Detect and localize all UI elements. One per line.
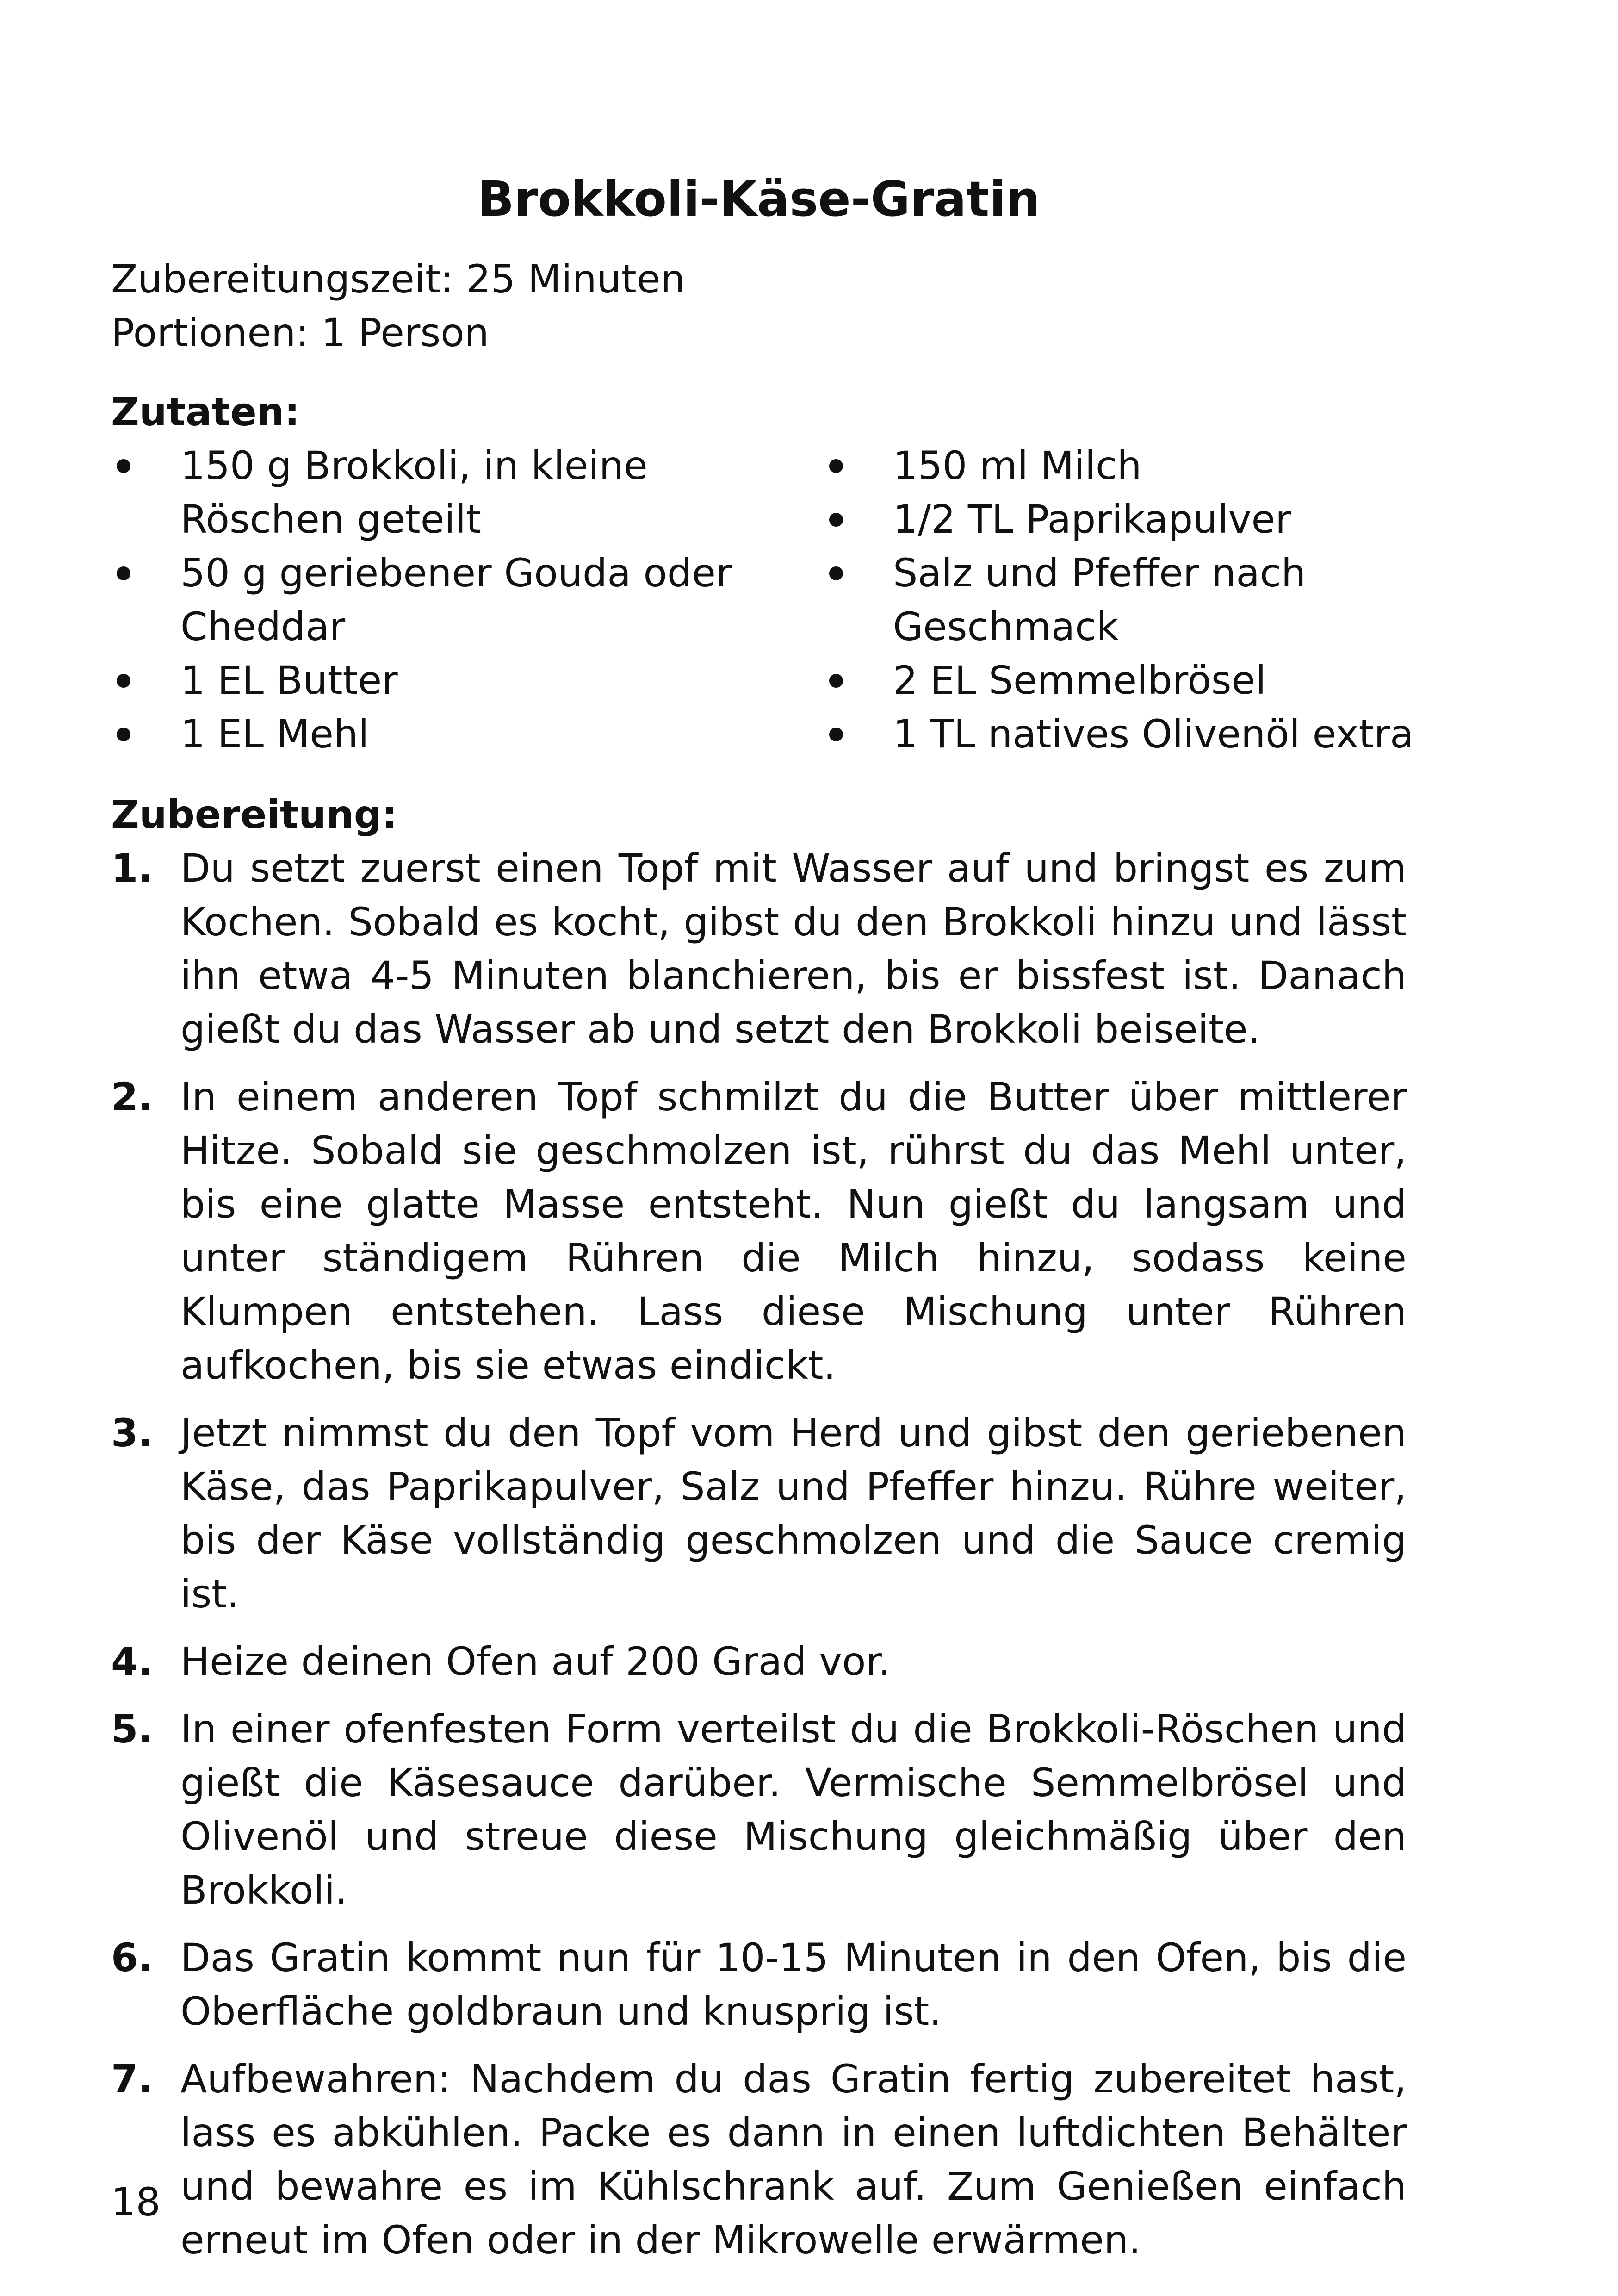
- step-item: [111, 1070, 1407, 1392]
- step-text: Heize deinen Ofen auf 200 Grad vor.: [180, 1639, 891, 1684]
- step-text: Das Gratin kommt nun für 10-15 Minuten in den Ofen, bis die Oberfläche goldbraun und knusprig ist.: [180, 1935, 1407, 2034]
- step-text: In einem anderen Topf schmilzt du die Butter über mittlerer Hitze. Sobald sie geschmolzen ist, rührst du das Mehl unter, bis eine glatte Masse entsteht. Nun gießt du langsam und unter ständigem Rühren die Milch hinzu, sodass keine Klumpen entstehen. Lass diese Mischung unter Rühren aufkochen, bis sie etwas eindickt.: [180, 1074, 1407, 1388]
- ingredient-text: 1 EL Mehl: [180, 711, 369, 757]
- ingredient-item: [824, 492, 1471, 546]
- ingredient-item: [111, 439, 805, 546]
- preparation-steps: [111, 841, 1407, 2281]
- step-number: 3.: [111, 1410, 153, 1456]
- bullet-icon: [117, 728, 130, 741]
- page-number: 18: [111, 2179, 161, 2225]
- ingredient-text: 1 TL natives Olivenöl extra: [893, 711, 1414, 757]
- servings: Portionen: 1 Person: [111, 310, 489, 355]
- step-item: [111, 2052, 1407, 2267]
- recipe-meta: [111, 252, 685, 360]
- bullet-icon: [829, 459, 843, 473]
- ingredient-text: Salz und Pfeffer nach Geschmack: [893, 550, 1306, 649]
- step-item: [111, 1702, 1407, 1917]
- bullet-icon: [117, 566, 130, 580]
- ingredient-text: 150 ml Milch: [893, 443, 1142, 488]
- step-text: In einer ofenfesten Form verteilst du die Brokkoli-Röschen und gießt die Käsesauce darüber. Vermische Semmelbrösel und Olivenöl und streue diese Mischung gleichmäßig über den Brokkoli.: [180, 1706, 1407, 1913]
- ingredient-item: [824, 707, 1471, 761]
- bullet-icon: [829, 728, 843, 741]
- step-number: 2.: [111, 1074, 153, 1120]
- step-number: 5.: [111, 1706, 153, 1752]
- recipe-title: Brokkoli-Käse-Gratin: [477, 171, 1041, 227]
- ingredient-item: [111, 707, 805, 761]
- step-number: 7.: [111, 2056, 153, 2102]
- step-number: 4.: [111, 1639, 153, 1684]
- step-item: [111, 1931, 1407, 2038]
- ingredient-item: [824, 546, 1471, 653]
- step-item: [111, 841, 1407, 1056]
- preparation-heading: Zubereitung:: [111, 792, 397, 837]
- bullet-icon: [829, 566, 843, 580]
- step-number: 1.: [111, 846, 153, 891]
- ingredients-list-left: [111, 439, 805, 761]
- step-item: [111, 1635, 1407, 1688]
- prep-time: Zubereitungszeit: 25 Minuten: [111, 256, 685, 302]
- ingredient-item: [111, 653, 805, 707]
- ingredient-text: 50 g geriebener Gouda oder Cheddar: [180, 550, 732, 649]
- ingredient-text: 150 g Brokkoli, in kleine Röschen geteilt: [180, 443, 648, 542]
- step-text: Du setzt zuerst einen Topf mit Wasser auf und bringst es zum Kochen. Sobald es kocht, gibst du den Brokkoli hinzu und lässt ihn etwa 4-5 Minuten blanchieren, bis er bissfest ist. Danach gießt du das Wasser ab und setzt den Brokkoli beiseite.: [180, 846, 1407, 1052]
- ingredients-list-right: [824, 439, 1471, 761]
- ingredients-heading: Zutaten:: [111, 389, 300, 435]
- bullet-icon: [829, 513, 843, 527]
- bullet-icon: [117, 674, 130, 688]
- ingredient-item: [824, 653, 1471, 707]
- bullet-icon: [117, 459, 130, 473]
- ingredient-text: 2 EL Semmelbrösel: [893, 658, 1266, 703]
- bullet-icon: [829, 674, 843, 688]
- ingredient-item: [824, 439, 1471, 492]
- step-text: Jetzt nimmst du den Topf vom Herd und gibst den geriebenen Käse, das Paprikapulver, Salz und Pfeffer hinzu. Rühre weiter, bis der Käse vollständig geschmolzen und die Sauce cremig ist.: [180, 1410, 1407, 1617]
- ingredient-item: [111, 546, 805, 653]
- step-text: Aufbewahren: Nachdem du das Gratin fertig zubereitet hast, lass es abkühlen. Packe es dann in einen luftdichten Behälter und bewahre es im Kühlschrank auf. Zum Genießen einfach erneut im Ofen oder in der Mikrowelle erwärmen.: [180, 2056, 1407, 2263]
- ingredient-text: 1/2 TL Paprikapulver: [893, 497, 1291, 542]
- ingredient-text: 1 EL Butter: [180, 658, 398, 703]
- step-number: 6.: [111, 1935, 153, 1980]
- step-item: [111, 1406, 1407, 1621]
